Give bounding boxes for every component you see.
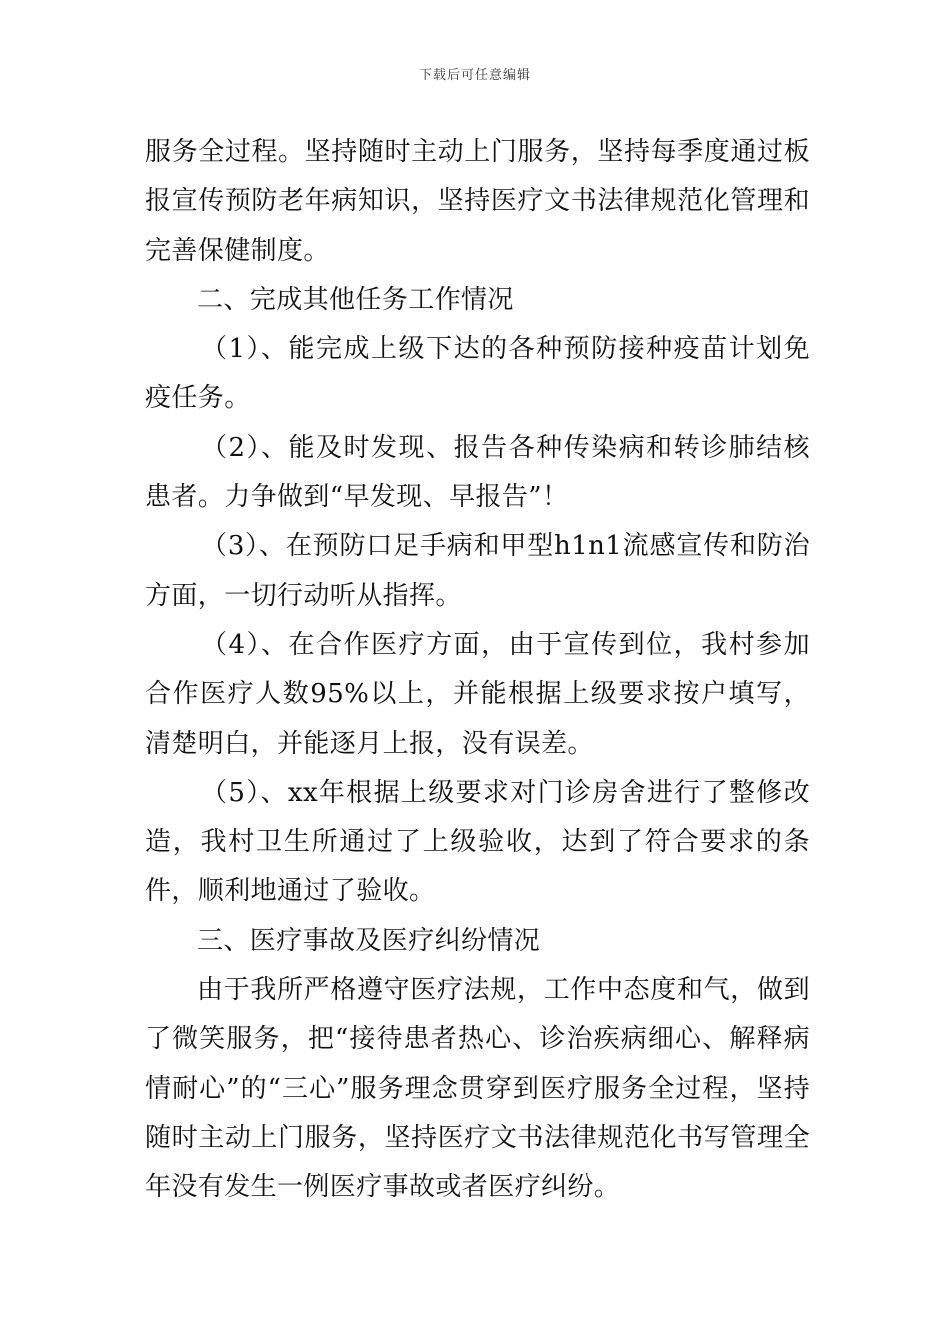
list-item-5: （5）、xx年根据上级要求对门诊房舍进行了整修改造，我村卫生所通过了上级验收，达到了符合要求的条件，顺利地通过了验收。 — [145, 777, 810, 907]
paragraph-body: 由于我所严格遵守医疗法规，工作中态度和气，做到了微笑服务，把“接待患者热心、诊治疾病细心、解释病情耐心”的“三心”服务理念贯穿到医疗服务全过程，坚持随时主动上门服务，坚持医疗文书法律规范化书写管理全年没有发生一例医疗事故或者医疗纠纷。 — [145, 975, 810, 1203]
list-item-1: （1）、能完成上级下达的各种预防接种疫苗计划免疫任务。 — [145, 334, 810, 414]
section-heading-3: 三、医疗事故及医疗纠纷情况 — [197, 925, 541, 956]
section-heading-2: 二、完成其他任务工作情况 — [197, 284, 514, 315]
list-item-2: （2）、能及时发现、报告各种传染病和转诊肺结核患者。力争做到“早发现、早报告”！ — [145, 432, 810, 513]
document-body — [145, 128, 810, 1213]
paragraph-continuation: 服务全过程。坚持随时主动上门服务，坚持每季度通过板报宣传预防老年病知识，坚持医疗文书法律规范化管理和完善保健制度。 — [145, 137, 810, 266]
list-item-3: （3）、在预防口足手病和甲型h1n1流感宣传和防治方面，一切行动听从指挥。 — [145, 531, 810, 611]
list-item-4: （4）、在合作医疗方面，由于宣传到位，我村参加合作医疗人数95%以上，并能根据上级要求按户填写，清楚明白，并能逐月上报，没有误差。 — [145, 629, 810, 759]
page-header: 下载后可任意编辑 — [418, 68, 531, 83]
